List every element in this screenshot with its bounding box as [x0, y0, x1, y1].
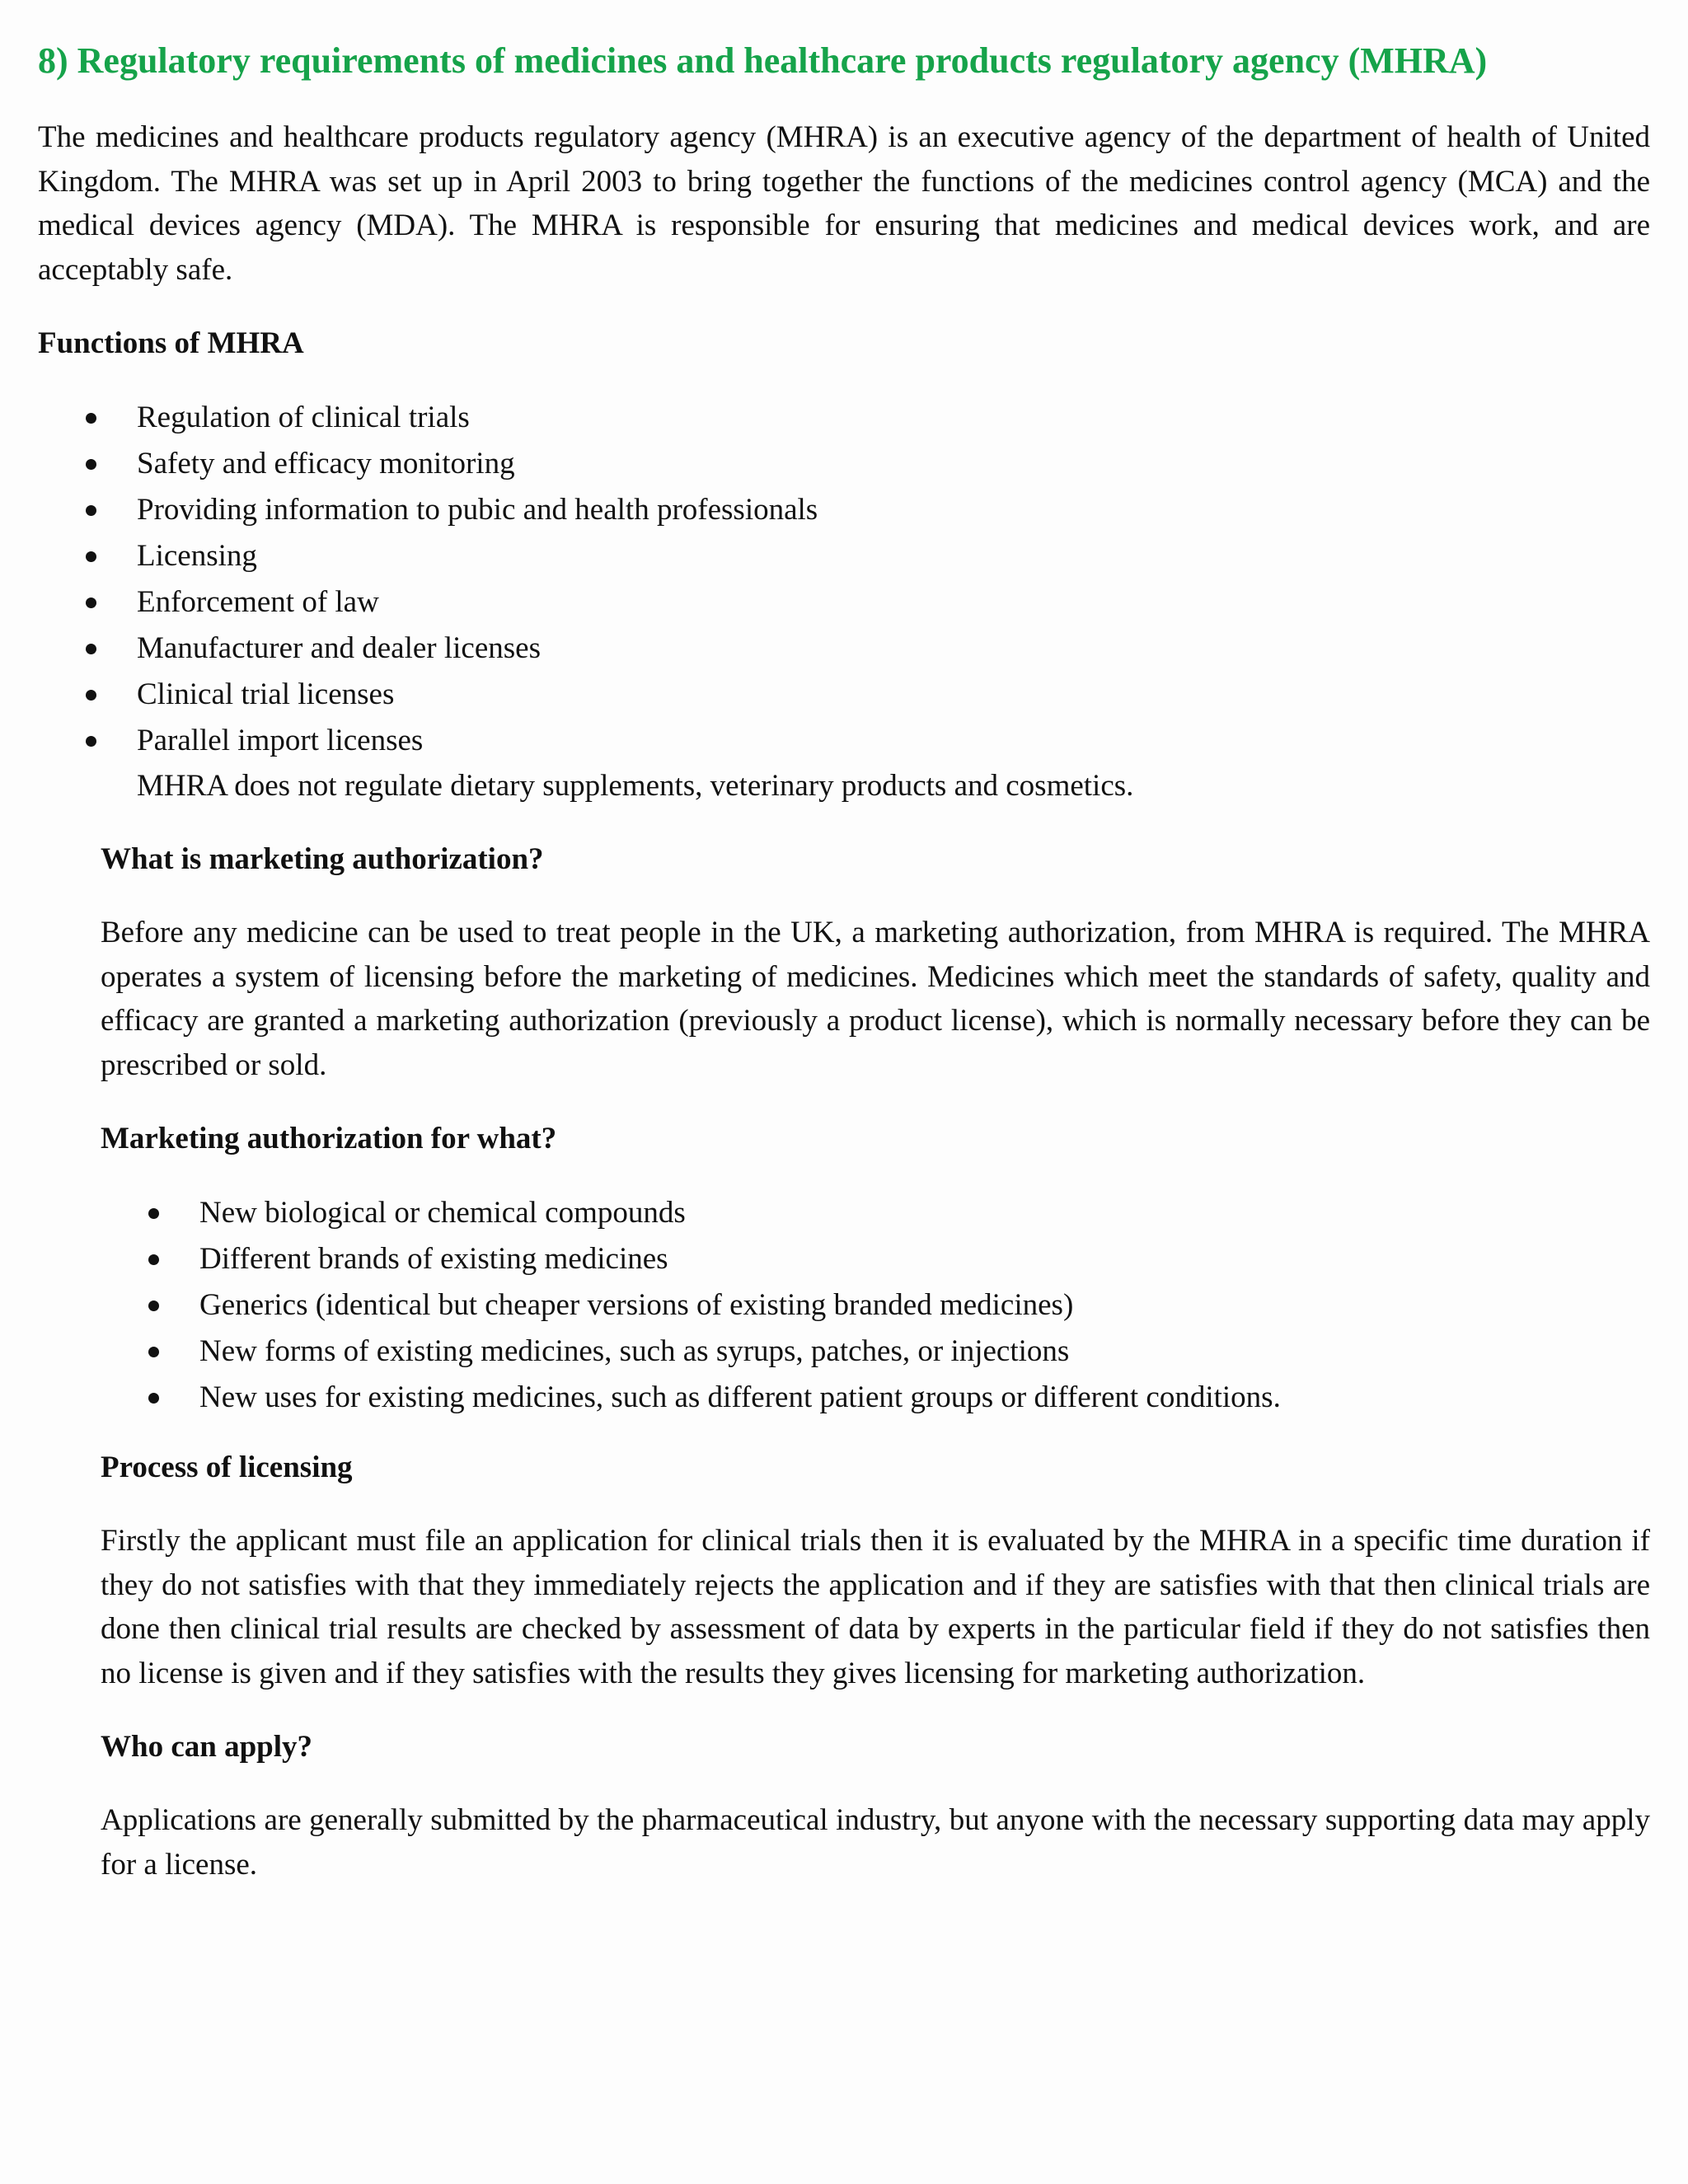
bullet-icon: [86, 598, 96, 608]
list-item: [38, 533, 1650, 579]
bullet-icon: [86, 413, 96, 424]
bullet-icon: [86, 644, 96, 654]
bullet-icon: [86, 551, 96, 562]
list-item: [38, 626, 1650, 672]
list-item: [38, 395, 1650, 441]
bullet-icon: [86, 736, 96, 747]
list-item-text: Regulation of clinical trials: [137, 401, 470, 434]
list-item-text: Enforcement of law: [137, 585, 379, 619]
functions-heading: Functions of MHRA: [38, 326, 304, 360]
list-item: [101, 1190, 1650, 1236]
document-title: 8) Regulatory requirements of medicines and healthcare products regulatory agency (MHRA): [38, 40, 1488, 81]
list-item: [101, 1329, 1650, 1375]
authorization-for-list: [101, 1190, 1650, 1421]
who-can-apply-heading: Who can apply?: [101, 1730, 313, 1764]
list-item: [101, 1236, 1650, 1282]
list-item-text: Providing information to pubic and health professionals: [137, 493, 818, 527]
bullet-icon: [86, 459, 96, 470]
bullet-icon: [148, 1254, 159, 1265]
bullet-icon: [148, 1347, 159, 1357]
list-item: [38, 441, 1650, 487]
bullet-icon: [148, 1301, 159, 1311]
who-can-apply-paragraph: Applications are generally submitted by the pharmaceutical industry, but anyone with the necessary supporting data may apply for a license.: [101, 1803, 1650, 1882]
list-item: [38, 718, 1650, 764]
functions-list-block: [38, 395, 1650, 808]
list-item-text: Manufacturer and dealer licenses: [137, 631, 541, 665]
list-item: [38, 672, 1650, 718]
bullet-icon: [86, 690, 96, 701]
list-item: [38, 487, 1650, 533]
intro-paragraph: The medicines and healthcare products regulatory agency (MHRA) is an executive agency of the department of health of United Kingdom. The MHRA was set up in April 2003 to bring together the functions of the medicines control agency (MCA) and the medical devices agency (MDA). The MHRA is responsible for ensuring that medicines and medical devices work, and are acceptably safe.: [38, 120, 1650, 287]
list-item-text: Safety and efficacy monitoring: [137, 447, 515, 480]
functions-note: MHRA does not regulate dietary supplements, veterinary products and cosmetics.: [137, 769, 1134, 803]
marketing-authorization-heading: What is marketing authorization?: [101, 842, 544, 876]
process-paragraph: Firstly the applicant must file an application for clinical trials then it is evaluated by the MHRA in a specific time duration if they do not satisfies with that they immediately rejects the application and if they are satisfies with that then clinical trials are done then clinical trial results are checked by assessment of data by experts in the particular field if they do not satisfies then no license is given and if they satisfies with the results they gives licensing for marketing authorization.: [101, 1524, 1650, 1690]
list-item-text: Generics (identical but cheaper versions of existing branded medicines): [199, 1288, 1074, 1322]
bullet-icon: [148, 1208, 159, 1219]
list-item-text: Licensing: [137, 539, 257, 573]
process-heading: Process of licensing: [101, 1451, 353, 1484]
list-item-text: New forms of existing medicines, such as syrups, patches, or injections: [199, 1334, 1070, 1368]
list-item-text: Parallel import licenses: [137, 724, 424, 757]
marketing-authorization-paragraph: Before any medicine can be used to treat people in the UK, a marketing authorization, from MHRA is required. The MHRA operates a system of licensing before the marketing of medicines. Medicines which meet the standards of safety, quality and efficacy are granted a marketing authorization (previously a product license), which is normally necessary before they can be prescribed or sold.: [101, 916, 1650, 1082]
indented-section: [101, 837, 1650, 1886]
authorization-for-list-block: [101, 1190, 1650, 1421]
list-item-text: Clinical trial licenses: [137, 677, 395, 711]
list-item: [101, 1282, 1650, 1329]
authorization-for-heading: Marketing authorization for what?: [101, 1122, 557, 1155]
list-item: [101, 1375, 1650, 1421]
list-item-text: New uses for existing medicines, such as different patient groups or different conditions.: [199, 1380, 1281, 1414]
list-item-text: Different brands of existing medicines: [199, 1242, 668, 1276]
list-item: [38, 579, 1650, 626]
list-item-text: New biological or chemical compounds: [199, 1196, 686, 1230]
functions-list: [38, 395, 1650, 764]
bullet-icon: [148, 1393, 159, 1404]
bullet-icon: [86, 505, 96, 516]
